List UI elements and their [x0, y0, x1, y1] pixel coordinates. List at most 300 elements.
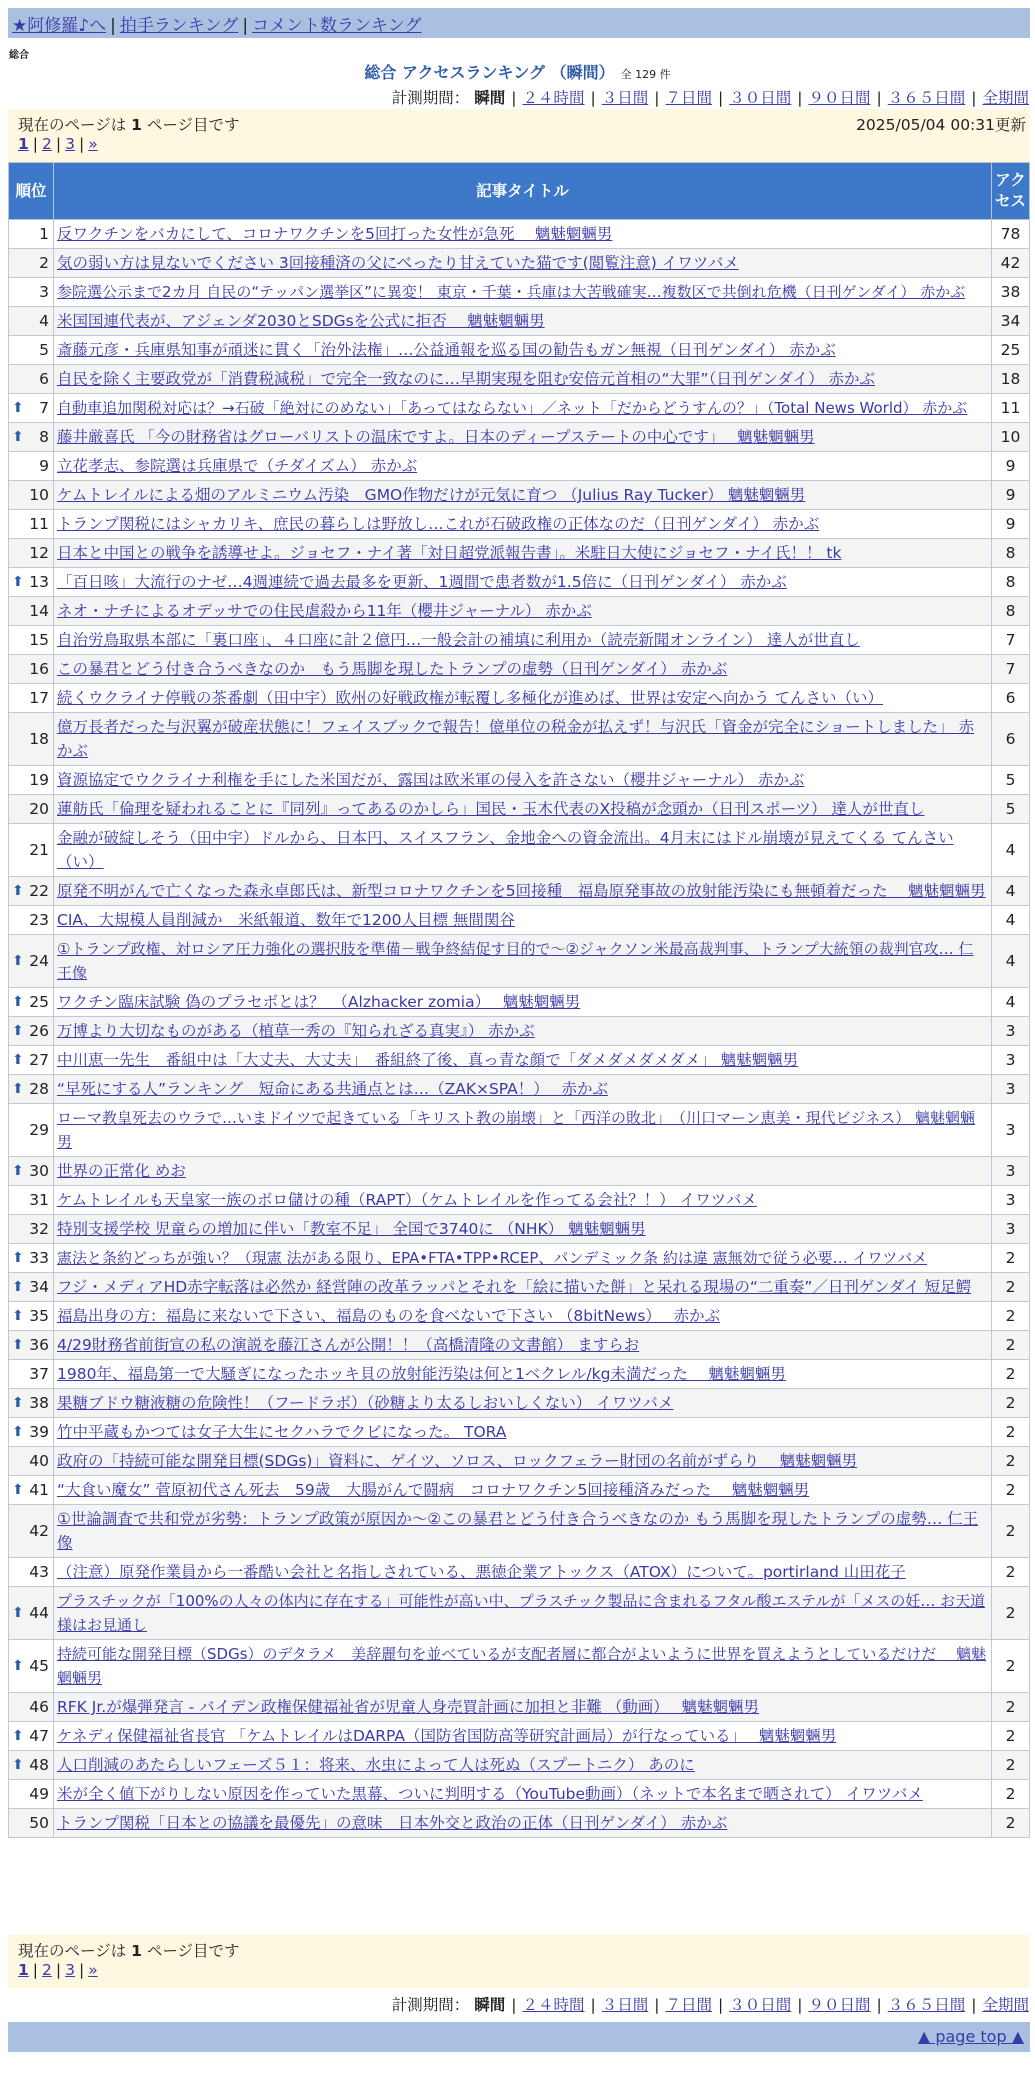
- article-link[interactable]: 中川恵一先生 番組中は「大丈夫、大丈夫」 番組終了後、真っ青な顔で「ダメダメダメダメ」 魑魅魍魎男: [57, 1051, 799, 1069]
- table-row: [9, 1447, 1030, 1476]
- title-cell: [54, 249, 992, 278]
- access-count: 3: [992, 1157, 1030, 1186]
- rank-up-arrow-icon: ⬆: [12, 574, 24, 590]
- rank-up-arrow-icon: ⬆: [12, 953, 24, 969]
- rank-number: 47: [29, 1727, 49, 1745]
- article-link[interactable]: 自動車追加関税対応は？→石破「絶対にのめない」「あってはならない」／ネット「だからどうすんの？」（Total News World） 赤かぶ: [57, 399, 968, 417]
- article-link[interactable]: RFK Jr.が爆弾発言 - バイデン政権保健福祉省が児童人身売買計画に加担と非難 （動画） 魑魅魍魎男: [57, 1698, 759, 1716]
- article-link[interactable]: ローマ教皇死去のウラで…いまドイツで起きている「キリスト教の崩壊」と「西洋の敗北」 （川口マーン恵美・現代ビジネス） 魑魅魍魎男: [57, 1109, 975, 1151]
- access-count: 2: [992, 1302, 1030, 1331]
- period-link[interactable]: ７日間: [665, 89, 712, 107]
- page-link-current[interactable]: 1: [18, 135, 29, 153]
- table-row: [9, 1418, 1030, 1447]
- access-count: 4: [992, 906, 1030, 935]
- title-cell: [54, 1215, 992, 1244]
- table-row: [9, 935, 1030, 988]
- period-link[interactable]: ３０日間: [729, 89, 792, 107]
- title-cell: [54, 795, 992, 824]
- header-title: 記事タイトル: [54, 163, 992, 220]
- access-count: 8: [992, 539, 1030, 568]
- rank-cell: [9, 684, 54, 713]
- article-link[interactable]: 自治労鳥取県本部に「裏口座」、４口座に計２億円…一般会計の補填に利用か（読売新聞オンライン） 達人が世直し: [57, 631, 860, 649]
- title-cell: [54, 1075, 992, 1104]
- table-row: [9, 1722, 1030, 1751]
- access-count: 42: [992, 249, 1030, 278]
- title-cell: [54, 539, 992, 568]
- page-link[interactable]: 2: [42, 1961, 52, 1979]
- rank-cell: [9, 795, 54, 824]
- table-row: [9, 1157, 1030, 1186]
- rank-up-arrow-icon: ⬆: [12, 1308, 24, 1324]
- title-cell: [54, 1558, 992, 1587]
- article-link[interactable]: 藤井厳喜氏 「今の財務省はグローバリストの温床ですよ。日本のディープステートの中心です」 魑魅魍魎男: [57, 428, 815, 446]
- rank-number: 9: [39, 457, 49, 475]
- title-cell: [54, 365, 992, 394]
- nav-separator: |: [110, 16, 116, 36]
- table-row: [9, 1809, 1030, 1838]
- pager-top: [8, 109, 1030, 162]
- rank-cell: [9, 1046, 54, 1075]
- page-status: 現在のページは 1 ページ目です: [18, 116, 240, 134]
- updated-time: 2025/05/04 00:31更新: [856, 116, 1026, 134]
- access-count: 3: [992, 1186, 1030, 1215]
- access-count: 3: [992, 1104, 1030, 1157]
- table-row: [9, 655, 1030, 684]
- period-link[interactable]: ９０日間: [808, 1996, 871, 2014]
- article-link[interactable]: 「百日咳」大流行のナゼ…4週連続で過去最多を更新、1週間で患者数が1.5倍に（日刊ゲンダイ） 赤かぶ: [57, 573, 787, 591]
- table-row: [9, 713, 1030, 766]
- table-row: [9, 1360, 1030, 1389]
- title-cell: [54, 1751, 992, 1780]
- rank-cell: [9, 1505, 54, 1558]
- table-row: [9, 1186, 1030, 1215]
- title-cell: [54, 1476, 992, 1505]
- rank-cell: [9, 568, 54, 597]
- rank-cell: [9, 1244, 54, 1273]
- rank-cell: [9, 1751, 54, 1780]
- rank-number: 38: [29, 1394, 49, 1412]
- article-link[interactable]: ケネディ保健福祉省長官 「ケムトレイルはDARPA（国防省国防高等研究計画局）が行なっている」 魑魅魍魎男: [57, 1727, 837, 1745]
- period-selector-bottom: 計測期間： 瞬間 | ２４時間 | ３日間 | ７日間 | ３０日間 | ９０日間 | ３６５日間 | 全期間: [391, 1996, 1029, 2014]
- rank-number: 7: [39, 399, 49, 417]
- article-link[interactable]: ケムトレイルによる畑のアルミニウム汚染 GMO作物だけが元気に育つ （Julius Ray Tucker） 魑魅魍魎男: [57, 486, 806, 504]
- article-link[interactable]: フジ・メディアHD赤字転落は必然か 経営陣の改革ラッパとそれを「絵に描いた餅」と呆れる現場の“二重奏”／日刊ゲンダイ 短足鰐: [57, 1278, 972, 1296]
- access-count: 9: [992, 481, 1030, 510]
- article-link[interactable]: 人口削減のあたらしいフェーズ５１：将来、水虫によって人は死ぬ（スプートニク） あのに: [57, 1756, 695, 1774]
- title-cell: [54, 655, 992, 684]
- page-link[interactable]: 3: [65, 1961, 76, 1979]
- article-link[interactable]: 億万長者だった与沢翼が破産状態に！フェイスブックで報告！億単位の税金が払えず！与沢氏「資金が完全にショートしました」 赤かぶ: [57, 718, 975, 760]
- rank-number: 44: [29, 1604, 49, 1622]
- table-row: [9, 1104, 1030, 1157]
- article-link[interactable]: 竹中平蔵もかつては女子大生にセクハラでクビになった。 TORA: [57, 1423, 507, 1441]
- table-row: [9, 1476, 1030, 1505]
- table-row: [9, 1587, 1030, 1640]
- rank-number: 42: [29, 1522, 49, 1540]
- table-row: [9, 597, 1030, 626]
- rank-cell: [9, 1418, 54, 1447]
- period-current: 瞬間: [474, 1996, 506, 2014]
- rank-cell: [9, 1693, 54, 1722]
- access-count: 2: [992, 1447, 1030, 1476]
- rank-cell: [9, 1780, 54, 1809]
- access-count: 38: [992, 278, 1030, 307]
- article-link[interactable]: ①トランプ政権、対ロシア圧力強化の選択肢を準備－戦争終結促す目的で～②ジャクソン米最高裁判事、トランプ大統領の裁判官攻… 仁王像: [57, 940, 974, 982]
- rank-cell: [9, 824, 54, 877]
- article-link[interactable]: CIA、大規模人員削減か 米紙報道、数年で1200人目標 無間関谷: [57, 911, 515, 929]
- rank-up-arrow-icon: ⬆: [12, 883, 24, 899]
- title-cell: [54, 220, 992, 249]
- rank-cell: [9, 766, 54, 795]
- title-cell: [54, 568, 992, 597]
- article-link[interactable]: 1980年、福島第一で大騒ぎになったホッキ貝の放射能汚染は何と1ベクレル/kg未満だった 魑魅魍魎男: [57, 1365, 786, 1383]
- article-link[interactable]: ケムトレイルも天皇家一族のボロ儲けの種（RAPT）（ケムトレイルを作ってる会社？！） イワツバメ: [57, 1191, 757, 1209]
- rank-cell: [9, 510, 54, 539]
- rank-up-arrow-icon: ⬆: [12, 994, 24, 1010]
- rank-number: 19: [29, 771, 49, 789]
- article-link[interactable]: 金融が破綻しそう（田中宇）ドルから、日本円、スイスフラン、金地金への資金流出。4月末にはドル崩壊が見えてくる てんさい（い）: [57, 829, 954, 871]
- title-cell: [54, 1809, 992, 1838]
- article-link[interactable]: 万博より大切なものがある（植草一秀の『知られざる真実』） 赤かぶ: [57, 1022, 535, 1040]
- access-count: 2: [992, 1476, 1030, 1505]
- access-count: 8: [992, 597, 1030, 626]
- title-cell: [54, 1722, 992, 1751]
- rank-cell: [9, 1558, 54, 1587]
- article-link[interactable]: 蓮舫氏「倫理を疑われることに『同列』ってあるのかしら」国民・玉木代表のX投稿が念頭か（日刊スポーツ） 達人が世直し: [57, 800, 925, 818]
- article-link[interactable]: 世界の正常化 めお: [57, 1162, 186, 1180]
- rank-number: 43: [29, 1563, 49, 1581]
- access-count: 2: [992, 1722, 1030, 1751]
- period-link[interactable]: 全期間: [982, 1996, 1029, 2014]
- rank-number: 8: [39, 428, 49, 446]
- rank-cell: [9, 1157, 54, 1186]
- table-row: [9, 481, 1030, 510]
- access-count: 4: [992, 824, 1030, 877]
- rank-number: 15: [29, 631, 49, 649]
- rank-number: 11: [29, 515, 49, 533]
- period-current: 瞬間: [474, 89, 506, 107]
- period-link[interactable]: ３０日間: [729, 1996, 792, 2014]
- access-count: 2: [992, 1751, 1030, 1780]
- rank-cell: [9, 1215, 54, 1244]
- header-rank: 順位: [9, 163, 54, 220]
- page-link[interactable]: 2: [42, 135, 52, 153]
- ranking-table: [8, 162, 1030, 1838]
- article-link[interactable]: 立花孝志、参院選は兵庫県で（チダイズム） 赤かぶ: [57, 457, 418, 475]
- period-label: 計測期間：: [391, 1996, 470, 2014]
- article-link[interactable]: プラスチックが「100%の人々の体内に存在する」可能性が高い中、プラスチック製品に含まれるフタル酸エステルが「メスの妊… お天道様はお見通し: [57, 1592, 986, 1634]
- rank-number: 22: [29, 882, 49, 900]
- access-count: 2: [992, 1558, 1030, 1587]
- category-label: 総合: [9, 50, 29, 61]
- article-link[interactable]: 特別支援学校 児童らの増加に伴い「教室不足」 全国で3740に （NHK） 魑魅魍魎男: [57, 1220, 646, 1238]
- access-count: 6: [992, 713, 1030, 766]
- article-link[interactable]: トランプ関税「日本との協議を最優先」の意味 日本外交と政治の正体（日刊ゲンダイ） 赤かぶ: [57, 1814, 728, 1832]
- table-row: [9, 1780, 1030, 1809]
- article-link[interactable]: 原発不明がんで亡くなった森永卓郎氏は、新型コロナワクチンを5回接種 福島原発事故の放射能汚染にも無頓着だった 魑魅魍魎男: [57, 882, 986, 900]
- rank-number: 39: [29, 1423, 49, 1441]
- access-count: 2: [992, 1780, 1030, 1809]
- rank-up-arrow-icon: ⬆: [12, 400, 24, 416]
- title-cell: [54, 1104, 992, 1157]
- table-row: [9, 1331, 1030, 1360]
- rank-cell: [9, 1360, 54, 1389]
- table-row: [9, 423, 1030, 452]
- access-count: 2: [992, 1273, 1030, 1302]
- rank-cell: [9, 1273, 54, 1302]
- rank-number: 29: [29, 1121, 49, 1139]
- rank-number: 24: [29, 952, 49, 970]
- title-cell: [54, 1302, 992, 1331]
- period-link[interactable]: ３６５日間: [887, 1996, 966, 2014]
- title-cell: [54, 877, 992, 906]
- article-link[interactable]: ネオ・ナチによるオデッサでの住民虐殺から11年（櫻井ジャーナル） 赤かぶ: [57, 602, 592, 620]
- rank-cell: [9, 655, 54, 684]
- page-top-link[interactable]: ▲ page top ▲: [917, 2027, 1024, 2046]
- rank-number: 26: [29, 1022, 49, 1040]
- table-row: [9, 568, 1030, 597]
- rank-number: 3: [39, 283, 49, 301]
- period-link[interactable]: ３６５日間: [887, 89, 966, 107]
- rank-number: 18: [29, 730, 49, 748]
- rank-number: 4: [39, 312, 49, 330]
- rank-number: 40: [29, 1452, 49, 1470]
- rank-number: 46: [29, 1698, 49, 1716]
- rank-number: 36: [29, 1336, 49, 1354]
- rank-cell: [9, 539, 54, 568]
- access-count: 25: [992, 336, 1030, 365]
- access-count: 18: [992, 365, 1030, 394]
- period-link[interactable]: 全期間: [982, 89, 1029, 107]
- page-title: [0, 60, 1035, 83]
- access-count: 3: [992, 1017, 1030, 1046]
- article-link[interactable]: 自民を除く主要政党が「消費税減税」で完全一致なのに…早期実現を阻む安倍元首相の“大罪”（日刊ゲンダイ） 赤かぶ: [57, 370, 876, 388]
- article-link[interactable]: 持続可能な開発目標（SDGs）のデタラメ 美辞麗句を並べているが支配者層に都合がよいように世界を買えようとしているだけだ 魑魅魍魎男: [57, 1645, 987, 1687]
- site-home-link[interactable]: ★阿修羅♪へ: [12, 16, 107, 36]
- table-row: [9, 1273, 1030, 1302]
- table-row: [9, 510, 1030, 539]
- rank-cell: [9, 394, 54, 423]
- next-page-link[interactable]: »: [88, 1961, 98, 1979]
- rank-cell: [9, 278, 54, 307]
- rank-cell: [9, 1186, 54, 1215]
- table-row: [9, 307, 1030, 336]
- rank-number: 13: [29, 573, 49, 591]
- title-cell: [54, 1244, 992, 1273]
- rank-cell: [9, 336, 54, 365]
- access-count: 4: [992, 877, 1030, 906]
- rank-cell: [9, 1476, 54, 1505]
- table-row: [9, 365, 1030, 394]
- title-cell: [54, 1693, 992, 1722]
- rank-cell: [9, 1722, 54, 1751]
- title-cell: [54, 1360, 992, 1389]
- rank-number: 31: [29, 1191, 49, 1209]
- top-nav: [8, 8, 1030, 38]
- rank-up-arrow-icon: ⬆: [12, 1605, 24, 1621]
- rank-number: 45: [29, 1657, 49, 1675]
- rank-number: 5: [39, 341, 49, 359]
- table-row: [9, 1693, 1030, 1722]
- title-cell: [54, 481, 992, 510]
- access-count: 2: [992, 1587, 1030, 1640]
- rank-up-arrow-icon: ⬆: [12, 1023, 24, 1039]
- article-link[interactable]: 政府の「持続可能な開発目標(SDGs)」資料に、ゲイツ、ソロス、ロックフェラー財団の名前がずらり 魑魅魍魎男: [57, 1452, 858, 1470]
- period-link[interactable]: ９０日間: [808, 89, 871, 107]
- rank-number: 6: [39, 370, 49, 388]
- rank-number: 41: [29, 1481, 49, 1499]
- table-row: [9, 684, 1030, 713]
- title-cell: [54, 423, 992, 452]
- rank-cell: [9, 713, 54, 766]
- access-count: 2: [992, 1640, 1030, 1693]
- article-link[interactable]: ①世論調査で共和党が劣勢：トランプ政策が原因か～②この暴君とどう付き合うべきなのか もう馬脚を現したトランプの虚勢… 仁王像: [57, 1510, 979, 1552]
- rank-cell: [9, 906, 54, 935]
- title-cell: [54, 824, 992, 877]
- title-cell: [54, 307, 992, 336]
- article-link[interactable]: “大食い魔女” 菅原初代さん死去 59歳 大腸がんで闘病 コロナワクチン5回接種済みだった 魑魅魍魎男: [57, 1481, 810, 1499]
- rank-up-arrow-icon: ⬆: [12, 1081, 24, 1097]
- rank-number: 21: [29, 841, 49, 859]
- title-cell: [54, 1389, 992, 1418]
- article-link[interactable]: 資源協定でウクライナ利権を手にした米国だが、露国は欧米軍の侵入を許さない（櫻井ジャーナル） 赤かぶ: [57, 771, 805, 789]
- rank-number: 48: [29, 1756, 49, 1774]
- article-link[interactable]: 反ワクチンをバカにして、コロナワクチンを5回打った女性が急死 魑魅魍魎男: [57, 225, 613, 243]
- rank-cell: [9, 1075, 54, 1104]
- rank-number: 1: [39, 225, 49, 243]
- article-link[interactable]: 果糖ブドウ糖液糖の危険性！（フードラボ）（砂糖より太るしおいしくない） イワツバメ: [57, 1394, 674, 1412]
- table-row: [9, 1505, 1030, 1558]
- page-link[interactable]: 3: [65, 135, 76, 153]
- rank-up-arrow-icon: ⬆: [12, 1279, 24, 1295]
- title-cell: [54, 1418, 992, 1447]
- period-link[interactable]: ３日間: [601, 89, 649, 107]
- access-count: 2: [992, 1809, 1030, 1838]
- article-link[interactable]: トランプ関税にはシャカリキ、庶民の暮らしは野放し…これが石破政権の正体なのだ（日刊ゲンダイ） 赤かぶ: [57, 515, 820, 533]
- page-links: 1 | 2 | 3 | »: [18, 1961, 98, 1979]
- access-count: 9: [992, 510, 1030, 539]
- rank-cell: [9, 1640, 54, 1693]
- rank-number: 35: [29, 1307, 49, 1325]
- item-count: 全 129 件: [620, 68, 671, 81]
- title-cell: [54, 988, 992, 1017]
- access-count: 2: [992, 1418, 1030, 1447]
- rank-up-arrow-icon: ⬆: [12, 1250, 24, 1266]
- page-link-current[interactable]: 1: [18, 1961, 29, 1979]
- table-row: [9, 452, 1030, 481]
- rank-cell: [9, 1447, 54, 1476]
- table-row: [9, 1244, 1030, 1273]
- title-cell: [54, 1640, 992, 1693]
- article-link[interactable]: （注意）原発作業員から一番酷い会社と名指しされている、悪徳企業アトックス（ATOX）について。portirland 山田花子: [57, 1563, 906, 1581]
- access-count: 9: [992, 452, 1030, 481]
- period-link[interactable]: ２４時間: [522, 1996, 585, 2014]
- table-row: [9, 626, 1030, 655]
- table-row: [9, 249, 1030, 278]
- access-count: 11: [992, 394, 1030, 423]
- table-row: [9, 278, 1030, 307]
- table-row: [9, 1017, 1030, 1046]
- access-count: 78: [992, 220, 1030, 249]
- article-link[interactable]: “早死にする人”ランキング 短命にある共通点とは…（ZAK×SPA！） 赤かぶ: [57, 1080, 608, 1098]
- rank-number: 16: [29, 660, 49, 678]
- rank-number: 34: [29, 1278, 49, 1296]
- title-cell: [54, 1780, 992, 1809]
- article-link[interactable]: 米が全く値下がりしない原因を作っていた黒幕、ついに判明する（YouTube動画）（ネットで本名まで晒されて） イワツバメ: [57, 1785, 923, 1803]
- access-count: 2: [992, 1389, 1030, 1418]
- title-cell: [54, 1186, 992, 1215]
- access-count: 4: [992, 988, 1030, 1017]
- period-link[interactable]: ３日間: [601, 1996, 649, 2014]
- period-selector-top: 計測期間： 瞬間 | ２４時間 | ３日間 | ７日間 | ３０日間 | ９０日間 | ３６５日間 | 全期間: [391, 89, 1029, 107]
- article-link[interactable]: 憲法と条約どっちが強い？（現憲 法がある限り、EPA•FTA•TPP•RCEP、パンデミック条 約は違 憲無効で従う必要… イワツバメ: [57, 1249, 928, 1267]
- table-row: [9, 766, 1030, 795]
- rank-number: 2: [39, 254, 49, 272]
- rank-number: 28: [29, 1080, 49, 1098]
- rank-cell: [9, 452, 54, 481]
- title-cell: [54, 626, 992, 655]
- comment-ranking-link[interactable]: コメント数ランキング: [252, 16, 422, 36]
- period-link[interactable]: ７日間: [665, 1996, 712, 2014]
- table-row: [9, 539, 1030, 568]
- access-count: 3: [992, 1215, 1030, 1244]
- article-link[interactable]: 続くウクライナ停戦の茶番劇（田中宇）欧州の好戦政権が転覆し多極化が進めば、世界は安定へ向かう てんさい（い）: [57, 689, 883, 707]
- table-row: [9, 906, 1030, 935]
- rank-cell: [9, 597, 54, 626]
- table-row: [9, 1558, 1030, 1587]
- article-link[interactable]: ワクチン臨床試験 偽のプラセボとは？ （Alzhacker zomia） 魑魅魍魎男: [57, 993, 581, 1011]
- title-cell: [54, 1331, 992, 1360]
- article-link[interactable]: 福島出身の方：福島に来ないで下さい、福島のものを食べないで下さい （8bitNews） 赤かぶ: [57, 1307, 721, 1325]
- article-link[interactable]: この暴君とどう付き合うべきなのか もう馬脚を現したトランプの虚勢（日刊ゲンダイ） 赤かぶ: [57, 660, 728, 678]
- period-link[interactable]: ２４時間: [522, 89, 585, 107]
- rank-cell: [9, 365, 54, 394]
- article-link[interactable]: 米国国連代表が、アジェンダ2030とSDGsを公式に拒否 魑魅魍魎男: [57, 312, 545, 330]
- rank-number: 33: [29, 1249, 49, 1267]
- rank-number: 17: [29, 689, 49, 707]
- article-link[interactable]: 参院選公示まで2カ月 自民の“テッパン選挙区”に異変！ 東京・千葉・兵庫は大苦戦確実…複数区で共倒れ危機（日刊ゲンダイ） 赤かぶ: [57, 283, 966, 301]
- rank-up-arrow-icon: ⬆: [12, 1482, 24, 1498]
- title-cell: [54, 1447, 992, 1476]
- title-cell: [54, 394, 992, 423]
- article-link[interactable]: 斎藤元彦・兵庫県知事が頑迷に貫く「治外法権」…公益通報を巡る国の勧告もガン無視（日刊ゲンダイ） 赤かぶ: [57, 341, 836, 359]
- title-cell: [54, 1587, 992, 1640]
- rank-cell: [9, 935, 54, 988]
- page-status: 現在のページは 1 ページ目です: [18, 1942, 240, 1960]
- rank-cell: [9, 307, 54, 336]
- access-count: 10: [992, 423, 1030, 452]
- rank-cell: [9, 1017, 54, 1046]
- title-cell: [54, 1273, 992, 1302]
- next-page-link[interactable]: »: [88, 135, 98, 153]
- clap-ranking-link[interactable]: 拍手ランキング: [119, 16, 239, 36]
- rank-cell: [9, 626, 54, 655]
- rank-number: 32: [29, 1220, 49, 1238]
- article-link[interactable]: 4/29財務省前街宣の私の演説を藤江さんが公開！！（高橋清隆の文書館） ますらお: [57, 1336, 640, 1354]
- article-link[interactable]: 日本と中国との戦争を誘導せよ。ジョセフ・ナイ著「対日超党派報告書」。米駐日大使にジョセフ・ナイ氏！！ tk: [57, 544, 842, 562]
- table-row: [9, 1215, 1030, 1244]
- page-links: 1 | 2 | 3 | »: [18, 135, 98, 153]
- table-row: [9, 988, 1030, 1017]
- access-count: 3: [992, 1075, 1030, 1104]
- table-row: [9, 795, 1030, 824]
- rank-number: 37: [29, 1365, 49, 1383]
- title-cell: [54, 452, 992, 481]
- article-link[interactable]: 気の弱い方は見ないでください 3回接種済の父にべったり甘えていた猫です(閲覧注意) イワツバメ: [57, 254, 739, 272]
- rank-up-arrow-icon: ⬆: [12, 1728, 24, 1744]
- rank-up-arrow-icon: ⬆: [12, 1052, 24, 1068]
- access-count: 3: [992, 1046, 1030, 1075]
